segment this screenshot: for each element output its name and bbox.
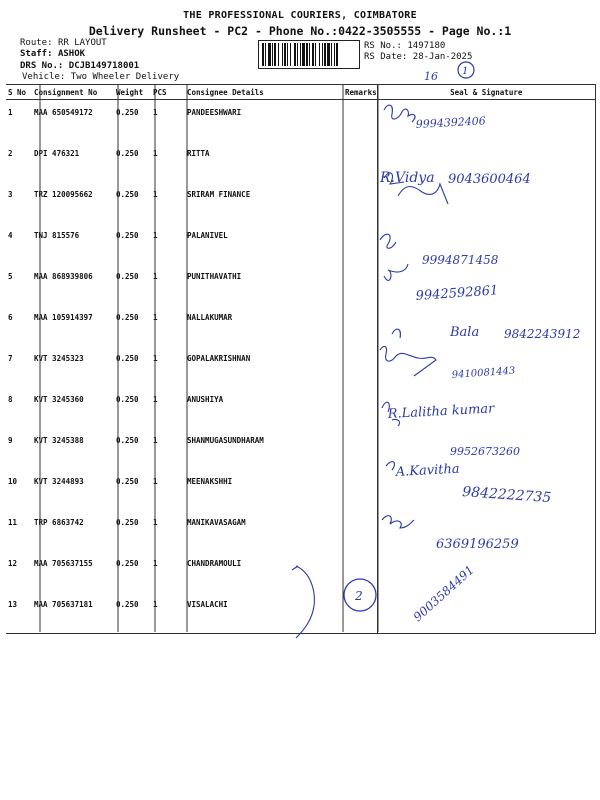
cell-pcs: 1 [153, 313, 158, 322]
cell-weight: 0.250 [116, 436, 139, 445]
row9-phone: 9952673260 [450, 445, 520, 458]
cell-weight: 0.250 [116, 354, 139, 363]
barcode [258, 40, 360, 69]
cell-consignee: PANDEESHWARI [187, 108, 242, 117]
cell-consignee: PALANIVEL [187, 231, 228, 240]
cell-signature [377, 551, 595, 592]
cell-signature [377, 387, 595, 428]
cell-consignment: MAA 705637181 [34, 600, 93, 609]
vehicle-value: Two Wheeler Delivery [70, 72, 180, 82]
cell-pcs: 1 [153, 395, 158, 404]
table-row [6, 428, 595, 469]
cell-sno: 11 [8, 518, 18, 527]
row13-phone: 9003584491 [410, 562, 477, 625]
cell-signature [377, 141, 595, 182]
table-row [6, 551, 595, 592]
row7-phone: 9842243912 [504, 327, 581, 341]
table-header-row [6, 85, 595, 100]
cell-pcs: 1 [153, 477, 158, 486]
cell-sno: 13 [8, 600, 18, 609]
cell-signature [377, 305, 595, 346]
row5-phone: 9994871458 [422, 253, 499, 267]
cell-consignment: TRZ 120095662 [34, 190, 93, 199]
row1-phone: 9994392406 [415, 114, 487, 131]
drs-value: DCJB149718001 [68, 61, 140, 71]
col-remarks-header: Remarks [343, 85, 377, 100]
cell-consignee: SHANMUGASUNDHARAM [187, 436, 264, 445]
cell-weight: 0.250 [116, 559, 139, 568]
cell-sno: 12 [8, 559, 18, 568]
table-row [6, 223, 595, 264]
cell-consignee: SRIRAM FINANCE [187, 190, 251, 199]
cell-consignee: ANUSHIYA [187, 395, 224, 404]
runsheet-title: Delivery Runsheet - PC2 - Phone No.:0422-3505555 - Page No.:1 [88, 24, 512, 38]
cell-sno: 3 [8, 190, 13, 199]
rs-date-label: RS Date: [364, 52, 408, 62]
rs-no-label: RS No.: [364, 41, 402, 51]
cell-consignee: GOPALAKRISHNAN [187, 354, 251, 363]
cell-weight: 0.250 [116, 149, 139, 158]
table-row [6, 182, 595, 223]
rs-date-line [364, 52, 472, 62]
cell-pcs: 1 [153, 600, 158, 609]
table-row [6, 264, 595, 305]
cell-weight: 0.250 [116, 108, 139, 117]
cell-remarks [343, 141, 377, 182]
drs-line [20, 61, 139, 71]
cell-consignment: MAA 868939806 [34, 272, 93, 281]
table-row [6, 469, 595, 510]
cell-remarks [343, 469, 377, 510]
table-row [6, 387, 595, 428]
row8-phone: 9410081443 [451, 365, 516, 381]
cell-pcs: 1 [153, 518, 158, 527]
row3-name: R.Vidya [380, 170, 435, 186]
cell-signature [377, 182, 595, 223]
cell-remarks [343, 510, 377, 551]
route-line [20, 38, 107, 48]
cell-consignee: VISALACHI [187, 600, 228, 609]
table-row [6, 141, 595, 182]
cell-weight: 0.250 [116, 313, 139, 322]
row10-name: A.Kavitha [395, 461, 460, 480]
cell-sno: 9 [8, 436, 13, 445]
rs-no-line [364, 41, 445, 51]
cell-remarks [343, 100, 377, 142]
table-row [6, 592, 595, 633]
cell-remarks [343, 305, 377, 346]
col-consignment-header: Consignment No [32, 85, 114, 100]
staff-line [20, 49, 85, 59]
cell-consignee: RITTA [187, 149, 210, 158]
cell-weight: 0.250 [116, 231, 139, 240]
cell-pcs: 1 [153, 272, 158, 281]
company-title: THE PROFESSIONAL COURIERS, COIMBATORE [183, 10, 417, 21]
cell-signature [377, 264, 595, 305]
cell-sno: 4 [8, 231, 13, 240]
vehicle-label: Vehicle: [22, 72, 66, 82]
cell-signature [377, 510, 595, 551]
cell-remarks [343, 428, 377, 469]
cell-signature [377, 346, 595, 387]
cell-weight: 0.250 [116, 518, 139, 527]
cell-consignee: NALLAKUMAR [187, 313, 233, 322]
cell-remarks [343, 223, 377, 264]
cell-consignment: MAA 105914397 [34, 313, 93, 322]
row10-phone: 9842222735 [461, 484, 552, 507]
drs-label: DRS No.: [20, 61, 64, 71]
cell-weight: 0.250 [116, 272, 139, 281]
cell-consignment: TNJ 815576 [34, 231, 80, 240]
cell-consignee: CHANDRAMOULI [187, 559, 242, 568]
col-weight-header: Weight [114, 85, 151, 100]
cell-weight: 0.250 [116, 395, 139, 404]
cell-weight: 0.250 [116, 477, 139, 486]
cell-sno: 7 [8, 354, 13, 363]
table-row [6, 305, 595, 346]
cell-pcs: 1 [153, 190, 158, 199]
cell-pcs: 1 [153, 559, 158, 568]
cell-pcs: 1 [153, 354, 158, 363]
cell-sno: 10 [8, 477, 18, 486]
cell-sno: 8 [8, 395, 13, 404]
row6-phone: 9942592861 [415, 283, 499, 304]
col-sno-header: S No [6, 85, 32, 100]
cell-signature [377, 469, 595, 510]
staff-value: ASHOK [57, 49, 86, 59]
table-row [6, 510, 595, 551]
cell-remarks [343, 182, 377, 223]
cell-signature [377, 428, 595, 469]
staff-label: Staff: [20, 49, 53, 59]
row11-phone: 6369196259 [436, 537, 519, 552]
cell-remarks [343, 346, 377, 387]
row7-name: Bala [450, 325, 480, 340]
col-consignee-header: Consignee Details [183, 85, 343, 100]
cell-signature [377, 100, 595, 142]
page-mark-circle [458, 62, 474, 78]
cell-remarks [343, 264, 377, 305]
col-signature-header: Seal & Signature [377, 85, 595, 100]
cell-remarks [343, 592, 377, 633]
rs-date-value: 28-Jan-2025 [412, 52, 473, 62]
cell-pcs: 1 [153, 231, 158, 240]
row9-name: R.Lalitha kumar [387, 401, 495, 422]
rs-no-value: 1497180 [407, 41, 446, 51]
cell-sno: 2 [8, 149, 13, 158]
cell-consignment: KVT 3245360 [34, 395, 84, 404]
col-pcs-header: PCS [151, 85, 183, 100]
cell-sno: 1 [8, 108, 13, 117]
row13-circled: 2 [355, 589, 363, 603]
cell-consignee: MANIKAVASAGAM [187, 518, 246, 527]
cell-remarks [343, 387, 377, 428]
page-mark-circled: 1 [462, 66, 469, 77]
page-mark: 16 [424, 70, 438, 83]
route-label: Route: [20, 38, 53, 48]
cell-consignment: DPI 476321 [34, 149, 80, 158]
cell-consignment: MAA 650549172 [34, 108, 93, 117]
runsheet-table [6, 84, 596, 634]
cell-sno: 5 [8, 272, 13, 281]
cell-pcs: 1 [153, 436, 158, 445]
cell-consignment: TRP 6863742 [34, 518, 84, 527]
cell-signature [377, 592, 595, 633]
cell-consignee: MEENAKSHHI [187, 477, 233, 486]
cell-consignment: KVT 3245323 [34, 354, 84, 363]
cell-consignee: PUNITHAVATHI [187, 272, 242, 281]
cell-pcs: 1 [153, 149, 158, 158]
table-row [6, 346, 595, 387]
cell-sno: 6 [8, 313, 13, 322]
cell-weight: 0.250 [116, 600, 139, 609]
route-value: RR LAYOUT [57, 38, 107, 48]
vehicle-line [22, 72, 179, 82]
cell-weight: 0.250 [116, 190, 139, 199]
cell-remarks [343, 551, 377, 592]
cell-consignment: MAA 705637155 [34, 559, 93, 568]
cell-consignment: KVT 3245388 [34, 436, 84, 445]
cell-signature [377, 223, 595, 264]
cell-consignment: KVT 3244893 [34, 477, 84, 486]
cell-pcs: 1 [153, 108, 158, 117]
table-row [6, 100, 595, 142]
row3-phone: 9043600464 [448, 172, 531, 187]
